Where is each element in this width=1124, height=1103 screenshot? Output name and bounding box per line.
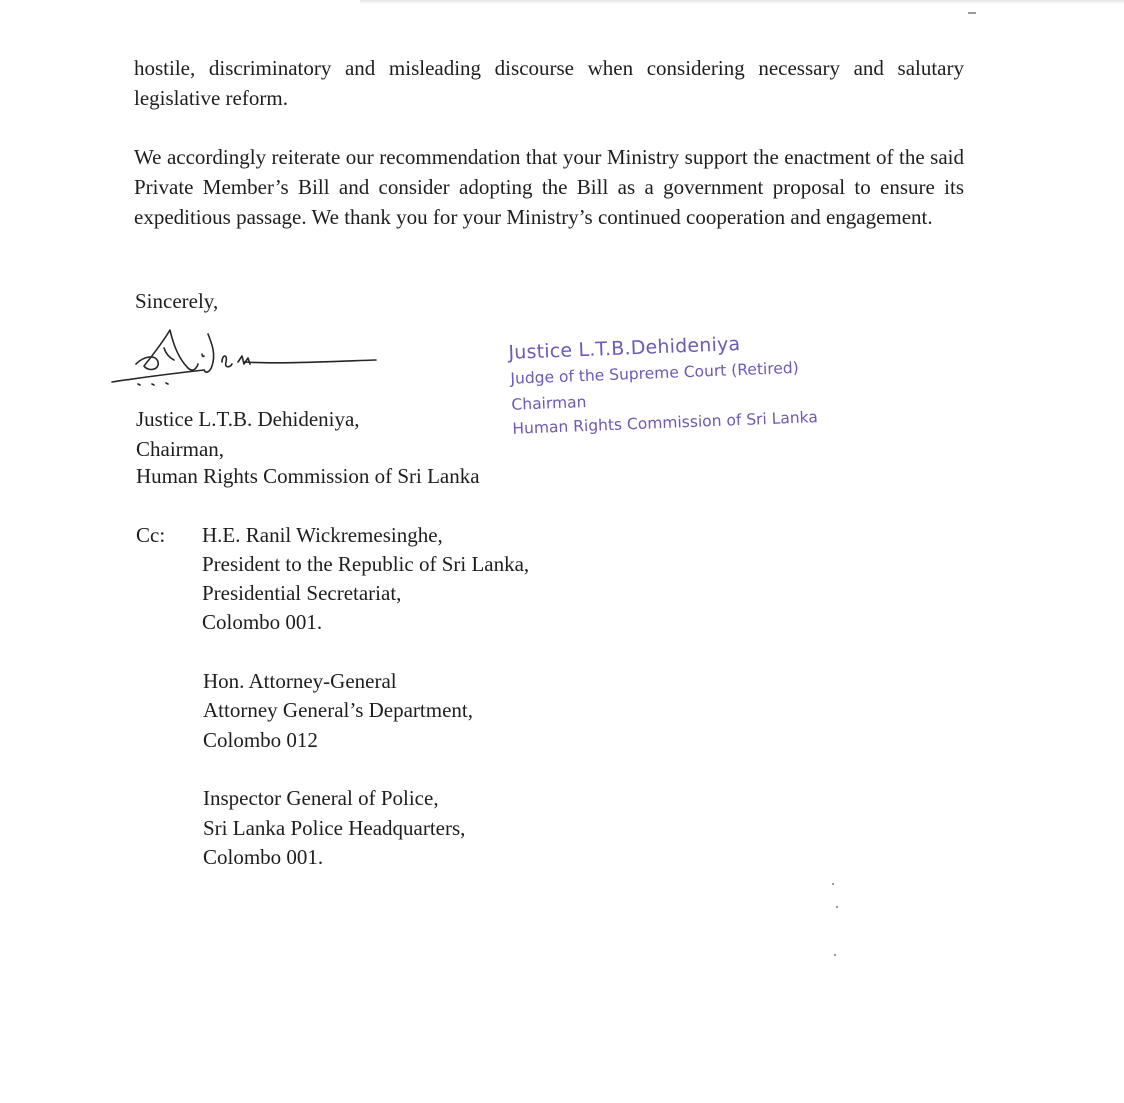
cc-line: Presidential Secretariat,: [202, 581, 402, 605]
cc-line: Colombo 012: [203, 728, 318, 752]
letter-paragraph-1: hostile, discriminatory and misleading discourse when considering necessary and salutary legislative reform.: [134, 56, 964, 110]
stamp-role: Chairman: [511, 392, 587, 414]
signatory-name: Justice L.T.B. Dehideniya,: [136, 407, 360, 431]
letter-paragraph-2: We accordingly reiterate our recommendation that your Ministry support the enactment of the said Private Member’s Bill and consider adopting the Bill as a government proposal to ensure its expeditious passage. We thank you for your Ministry’s continued cooperation and engagement.: [134, 145, 964, 229]
cc-line: Colombo 001.: [202, 610, 323, 634]
cc-line: Attorney General’s Department,: [203, 698, 473, 722]
cc-line: President to the Republic of Sri Lanka,: [202, 552, 530, 576]
cc-line: Colombo 001.: [203, 845, 324, 869]
handwritten-signature: [108, 320, 398, 400]
closing-salutation: Sincerely,: [135, 289, 219, 313]
page-edge-shadow: [360, 0, 1124, 4]
stamp-organization: Human Rights Commission of Sri Lanka: [512, 408, 819, 438]
cc-line: Hon. Attorney-General: [203, 669, 397, 693]
scan-speck: [832, 883, 834, 885]
scan-speck: [836, 906, 838, 908]
signatory-title: Chairman,: [136, 437, 225, 461]
official-stamp: [506, 327, 850, 450]
signatory-organization: Human Rights Commission of Sri Lanka: [136, 464, 480, 488]
cc-line: Inspector General of Police,: [203, 786, 439, 810]
stamp-position: Judge of the Supreme Court (Retired): [510, 358, 800, 388]
cc-line: H.E. Ranil Wickremesinghe,: [202, 523, 443, 547]
stamp-name: Justice L.T.B.Dehideniya: [508, 333, 741, 364]
scan-speck: [834, 954, 836, 956]
scan-mark: [968, 12, 976, 14]
cc-line: Sri Lanka Police Headquarters,: [203, 816, 466, 840]
cc-label: Cc:: [136, 523, 166, 547]
